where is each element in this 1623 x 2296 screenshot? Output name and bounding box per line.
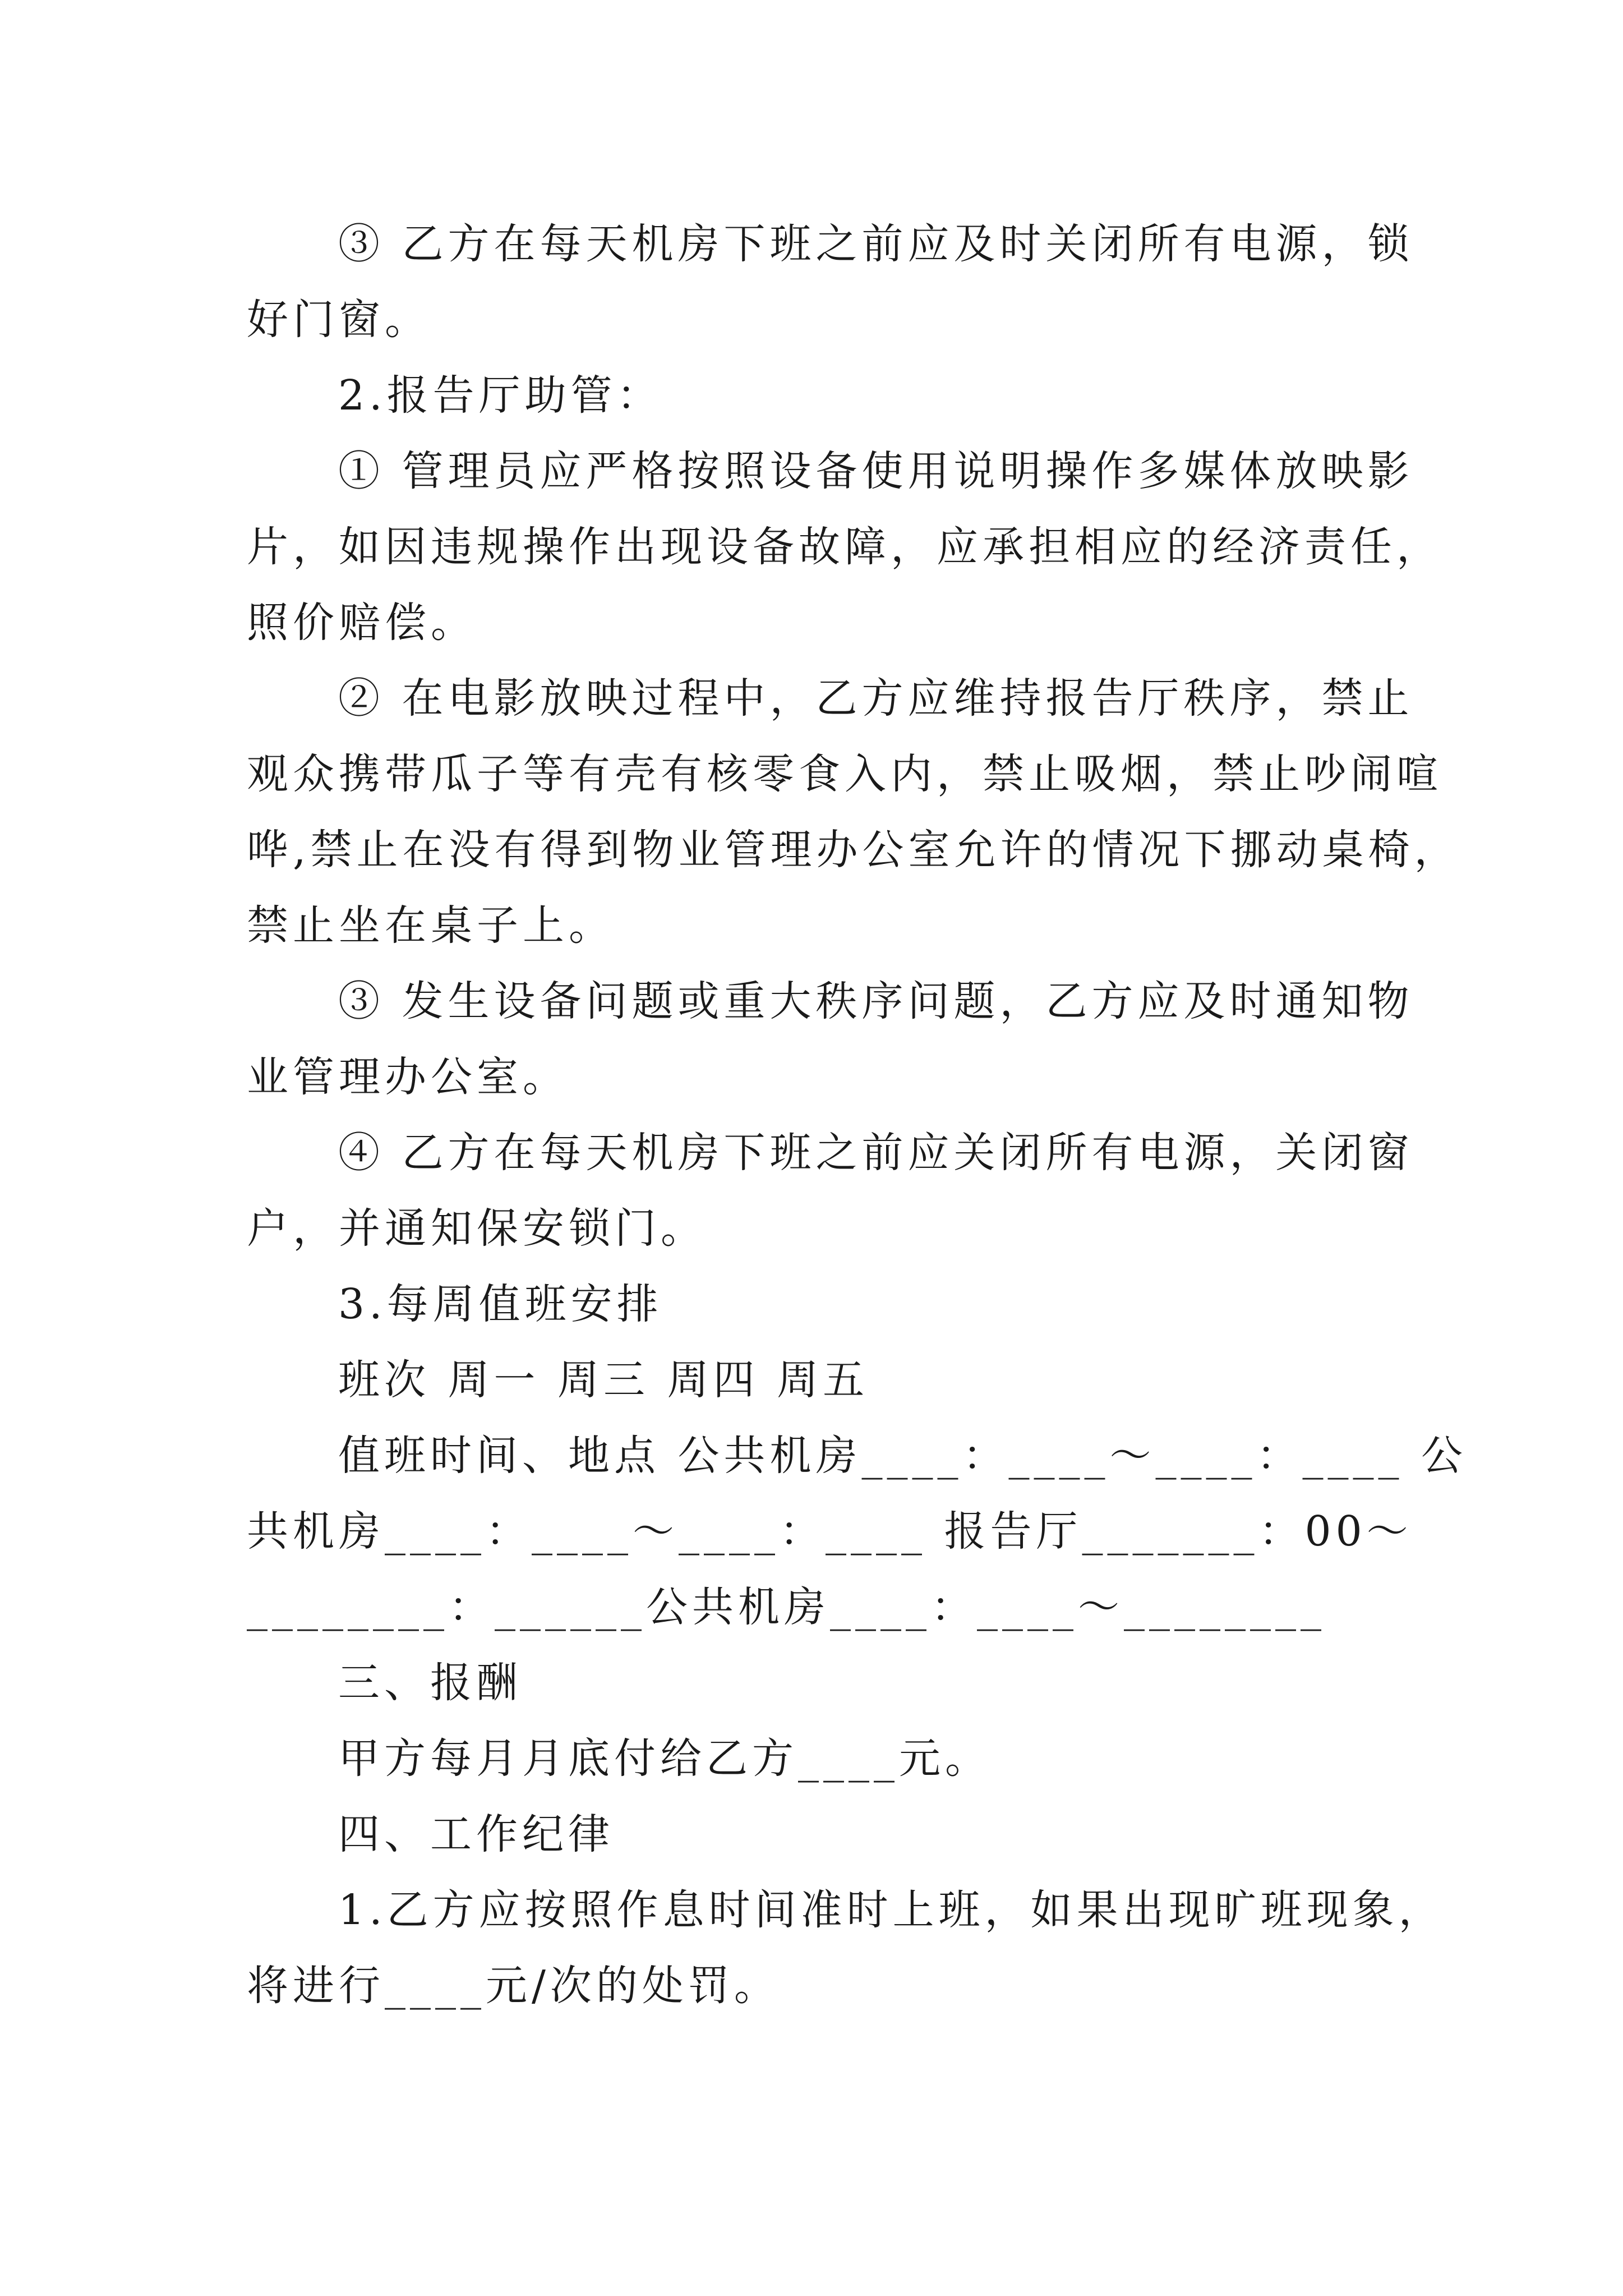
text-line: 户，并通知保安锁门。 <box>247 1204 707 1253</box>
text-line: 观众携带瓜子等有壳有核零食入内，禁止吸烟，禁止吵闹喧 <box>247 750 1442 798</box>
text-line: ③ 乙方在每天机房下班之前应及时关闭所有电源，锁 <box>338 220 1414 268</box>
text-line: 1.乙方应按照作息时间准时上班，如果出现旷班现象， <box>338 1886 1445 1934</box>
text-line: 业管理办公室。 <box>247 1053 569 1101</box>
text-line: ________：______公共机房____：____～________ <box>247 1583 1326 1631</box>
section-heading: 四、工作纪律 <box>338 1810 614 1858</box>
text-line: 好门窗。 <box>247 296 431 344</box>
text-line: 哗,禁止在没有得到物业管理办公室允许的情况下挪动桌椅， <box>247 826 1460 874</box>
section-heading: 三、报酬 <box>338 1659 522 1707</box>
text-line: 2.报告厅助管： <box>338 371 663 420</box>
text-line: ④ 乙方在每天机房下班之前应关闭所有电源，关闭窗 <box>338 1129 1414 1177</box>
text-line: 班次 周一 周三 周四 周五 <box>338 1356 869 1404</box>
text-line: 照价赔偿。 <box>247 599 477 647</box>
text-line: 3.每周值班安排 <box>338 1280 663 1328</box>
text-line: 共机房____：____～____：____ 报告厅_______：00～ <box>247 1507 1413 1556</box>
text-line: ② 在电影放映过程中，乙方应维持报告厅秩序，禁止 <box>338 674 1414 723</box>
text-line: 禁止坐在桌子上。 <box>247 901 615 950</box>
text-line: ③ 发生设备问题或重大秩序问题，乙方应及时通知物 <box>338 977 1414 1025</box>
text-line: ① 管理员应严格按照设备使用说明操作多媒体放映影 <box>338 447 1414 495</box>
text-line: 将进行____元/次的处罚。 <box>247 1962 780 2010</box>
text-line: 片，如因违规操作出现设备故障，应承担相应的经济责任， <box>247 523 1442 571</box>
text-line: 值班时间、地点 公共机房____：____～____：____ 公 <box>338 1432 1468 1480</box>
text-line: 甲方每月月底付给乙方____元。 <box>338 1734 991 1783</box>
